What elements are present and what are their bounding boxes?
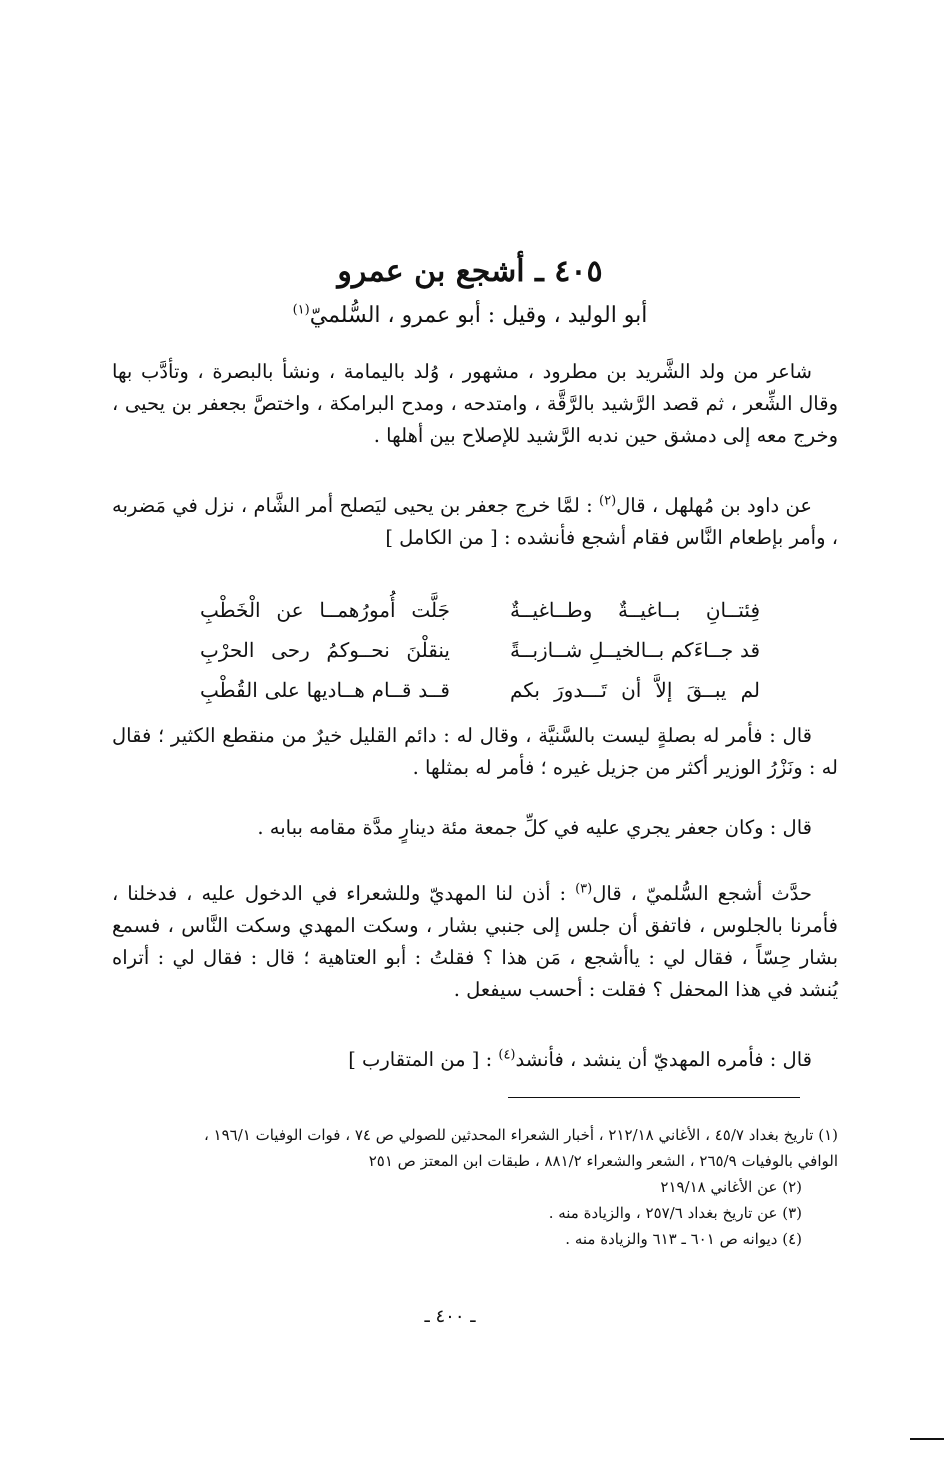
footnotes [112, 1122, 838, 1252]
anecdote-4-text-a: حدَّث أشجع السُّلميّ ، قال [592, 882, 812, 905]
subtitle-text: أبو الوليد ، وقيل : أبو عمرو ، السُّلميّ [309, 303, 648, 328]
footnote-1-line-2: الوافي بالوفيات ٢٦٥/٩ ، الشعر والشعراء ٨٨١/٢ ، طبقات ابن المعتز ص ٢٥١ [368, 1152, 838, 1170]
anecdote-5-text-a: قال : فأمره المهديّ أن ينشد ، فأنشد [515, 1048, 812, 1071]
footnote-ref-1: (١) [292, 302, 310, 318]
anecdote-4-text-b: : أذن لنا المهديّ وللشعراء في الدخول عليه ، فدخلنا ، فأمرنا بالجلوس ، فاتفق أن جلس إلى جنبي بشار ، وسكت المهدي وسكت النَّاس ، فسمع بشار حِسّاً ، فقال لي : ياأشجع ، مَن هذا ؟ فقلتُ : أبو العتاهية ؛ قال : فقال لي : أتراه يُنشد في هذا المحفل ؟ فقلت : أحسب سيفعل . [112, 882, 838, 1001]
footnote-separator [508, 1097, 800, 1098]
footnote-3: (٣) عن تاريخ بغداد ٢٥٧/٦ ، والزيادة منه . [548, 1204, 802, 1222]
footnote-1-line-1: (١) تاريخ بغداد ٤٥/٧ ، الأغاني ٢١٢/١٨ ، أخبار الشعراء المحدثين للصولي ص ٧٤ ، فوات الوفيات ١٩٦/١ ، [203, 1126, 838, 1144]
anecdote-paragraph-2 [112, 720, 838, 784]
anecdote-paragraph-1 [112, 490, 838, 554]
page-number: ـ ٤٠٠ ـ [424, 1306, 476, 1327]
biography-text: شاعر من ولد الشَّريد بن مطرود ، مشهور ، وُلد باليمامة ، ونشأ بالبصرة ، وتأدَّب بها وقال الشِّعر ، ثم قصد الرَّشيد بالرَّقَّة ، وامتدحه ، ومدح البرامكة ، واختصَّ بجعفر بن يحيى ، وخرج معه إلى دمشق حين ندبه الرَّشيد للإصلاح بين أهلها . [112, 360, 838, 447]
verse-row [200, 590, 760, 630]
footnote-ref-2: (٢) [599, 493, 617, 509]
entry-subtitle [120, 300, 820, 332]
anecdote-paragraph-3 [112, 812, 838, 844]
anecdote-1-text-a: عن داود بن مُهلهل ، قال [616, 494, 812, 517]
verse-2-second-hemistich: ينقلْنَ نحــوكمُ رحى الحرْبِ [200, 638, 450, 662]
verse-1-first-hemistich: فِئتــانِ بــاغيــةٌ وطــاغيــةٌ [510, 598, 760, 622]
footnote-2: (٢) عن الأغاني ٢١٩/١٨ [660, 1178, 802, 1196]
scan-edge-mark [910, 1438, 944, 1440]
footnote-ref-4: (٤) [498, 1047, 516, 1063]
anecdote-3-text: قال : وكان جعفر يجري عليه في كلِّ جمعة مئة دينارٍ مدَّة مقامه ببابه . [257, 816, 812, 839]
poem-verses [200, 590, 760, 710]
verse-2-first-hemistich: قد جــاءَكم بــالخيــلِ شــازبــةً [510, 638, 760, 662]
footnote-4: (٤) ديوانه ص ٦٠١ ـ ٦١٣ والزيادة منه . [565, 1230, 802, 1248]
footnote-ref-3: (٣) [575, 881, 593, 897]
anecdote-paragraph-5 [112, 1044, 838, 1076]
anecdote-1-text-b: : لمَّا خرج جعفر بن يحيى ليَصلح أمر الشَّام ، نزل في مَضربه ، وأمر بإطعام النَّاس فقام أشجع فأنشده : [ من الكامل ] [112, 494, 838, 549]
anecdote-2-text: قال : فأمر له بصلةٍ ليست بالسَّنيَّة ، وقال له : دائم القليل خيرٌ من منقطع الكثير ؛ فقال له : ونَزْرُ الوزير أكثر من جزيل غيره ؛ فأمر له بمثلها . [112, 724, 838, 779]
anecdote-5-text-b: : [ من المتقارب ] [348, 1048, 499, 1071]
entry-title: ٤٠٥ ـ أشجع بن عمرو [337, 254, 603, 289]
verse-1-second-hemistich: جَلَّت أُمورُهمــا عن الْخَطْبِ [200, 598, 450, 622]
biography-paragraph [112, 356, 838, 452]
verse-row [200, 670, 760, 710]
anecdote-paragraph-4 [112, 878, 838, 1006]
verse-3-first-hemistich: لم يبــقَ إلاَّ أن تَـــدورَ بكم [510, 678, 760, 702]
verse-row [200, 630, 760, 670]
verse-3-second-hemistich: قــد قــام هــاديها على القُطْبِ [200, 678, 450, 702]
